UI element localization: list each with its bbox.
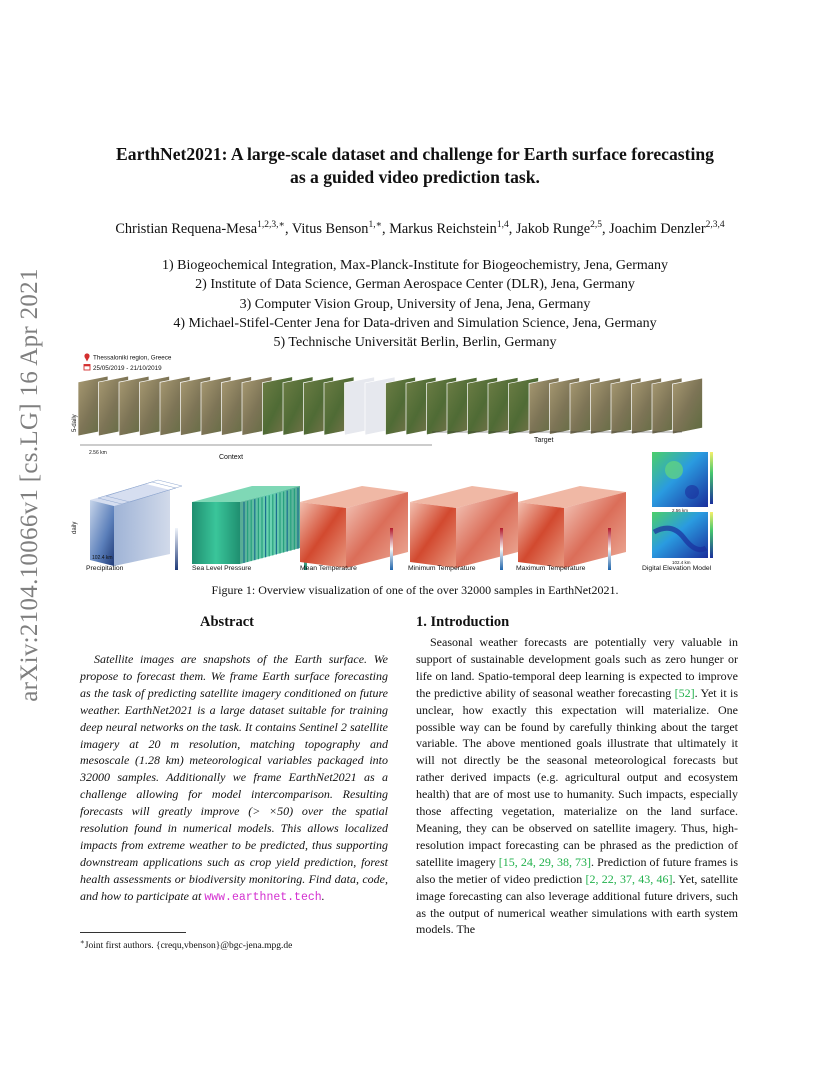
citation-group-2[interactable]: [2, 22, 37, 43, 46] bbox=[585, 871, 673, 886]
row-label-5daily: 5-daily bbox=[72, 414, 78, 432]
context-label: Context bbox=[219, 454, 244, 461]
figure-dates: 25/05/2019 - 21/10/2019 bbox=[93, 365, 162, 372]
author-name: Joachim Denzler bbox=[609, 220, 706, 237]
dem-panel bbox=[652, 452, 713, 558]
scale-bottom: 102.4 km bbox=[92, 555, 113, 561]
intro-text-1: Seasonal weather forecasts are potentially very valuable in support of sustainable development goals such as zero hunger or life on land. Spatio-temporal deep learning is expected to improve the predictive ability of seasonal weather forecasting bbox=[416, 635, 738, 700]
figure-1-graphic bbox=[62, 352, 762, 578]
affiliation-1: 1) Biogeochemical Integration, Max-Planck-Institute for Biogeochemistry, Jena, Germany bbox=[161, 258, 669, 273]
intro-text-2: . Yet it is unclear, how exactly this expectation will materialize. One possible way can be found by carefully thinking about the target variable. The above mentioned goals illustrate that ultimately it will not directly be the seasonal meteorological forecasts but rather derived impacts (e.g. agricultural output and ecosystem health) that are of most use to humanity. Such impacts, especially those affecting vegetation, materialize on the land surface. Meaning, they can be observed on satellite imagery. Thus, high-resolution impact forecasting can be phrased as the prediction of satellite imagery bbox=[416, 685, 738, 869]
scale-top: 2.56 km bbox=[89, 450, 107, 456]
panel-label-maximum-temperature: Maximum Temperature bbox=[516, 565, 586, 572]
affiliation-4: 4) Michael-Stifel-Center Jena for Data-driven and Simulation Science, Jena, Germany bbox=[173, 315, 657, 331]
title-line-2: as a guided video prediction task. bbox=[290, 167, 540, 187]
intro-section bbox=[416, 614, 738, 631]
arxiv-stamp: arXiv:2104.10066v1 [cs.LG] 16 Apr 2021 bbox=[16, 268, 44, 702]
satellite-frame bbox=[673, 378, 703, 434]
author-name: Jakob Runge bbox=[515, 220, 591, 237]
mean-temperature-cube bbox=[300, 486, 408, 570]
intro-heading: 1. Introduction bbox=[416, 614, 510, 630]
target-label: Target bbox=[534, 437, 554, 444]
panel-label-minimum-temperature: Minimum Temperature bbox=[408, 565, 476, 572]
location-pin-icon bbox=[84, 353, 89, 361]
author-affil: 1,2,3,∗ bbox=[257, 220, 285, 230]
author-name: Vitus Benson bbox=[291, 220, 369, 237]
row-label-daily: daily bbox=[72, 521, 78, 534]
figure-location: Thessaloniki region, Greece bbox=[93, 354, 172, 362]
abstract-section bbox=[80, 614, 388, 631]
affiliation-3: 3) Computer Vision Group, University of Jena, Jena, Germany bbox=[239, 296, 591, 312]
author-name: Christian Requena-Mesa bbox=[115, 220, 258, 237]
panel-label-sea-level-pressure: Sea Level Pressure bbox=[192, 565, 252, 572]
author-name: Markus Reichstein bbox=[389, 220, 497, 237]
satellite-frame-stack bbox=[78, 376, 703, 436]
intro-body bbox=[416, 634, 738, 938]
panel-label-precipitation: Precipitation bbox=[86, 565, 124, 572]
intro-text-4: . Yet, satellite image forecasting can also leverage additional future drivers, such as the output of numerical weather simulations with earth system models. The bbox=[416, 871, 739, 937]
title-line-1: EarthNet2021: A large-scale dataset and challenge for Earth surface forecasting bbox=[116, 144, 714, 164]
author-affil: 1,4 bbox=[496, 220, 509, 230]
intro-text-3: . Prediction of future frames is also the metier of video prediction bbox=[416, 854, 739, 886]
minimum-temperature-cube bbox=[410, 486, 518, 570]
affiliation-5: 5) Technische Universität Berlin, Berlin, Germany bbox=[273, 335, 557, 351]
citation-group-1[interactable]: [15, 24, 29, 38, 73] bbox=[498, 854, 592, 869]
author-affil: 1,∗ bbox=[368, 220, 383, 230]
footnote-rule bbox=[80, 932, 186, 933]
abstract-end: . bbox=[321, 888, 325, 903]
affiliations bbox=[60, 256, 770, 352]
dem-scale-bottom: 102.4 km bbox=[672, 560, 691, 565]
citation-52[interactable]: [52] bbox=[674, 685, 695, 700]
sea-level-pressure-cube bbox=[192, 486, 307, 570]
figure-caption: Figure 1: Overview visualization of one of the over 32000 samples in EarthNet2021. bbox=[211, 583, 619, 597]
author-affil: 2,3,4 bbox=[705, 220, 725, 230]
abstract-heading: Abstract bbox=[200, 614, 254, 630]
author-list: Christian Requena-Mesa$^{1,2,3,∗}$, Vitus Benson$^{1,∗}$, Markus Reichstein$^{1,4}$, Jakob Runge$^{2,5}$, Joachim Denzler$^{2,3,4}$ bbox=[115, 220, 725, 237]
affiliation-2: 2) Institute of Data Science, German Aerospace Center (DLR), Jena, Germany bbox=[195, 277, 635, 293]
panel-label-mean-temperature: Mean Temperature bbox=[300, 565, 357, 572]
footnote-mark: ∗ bbox=[80, 938, 85, 946]
paper-title bbox=[60, 143, 770, 189]
footnote bbox=[80, 938, 292, 951]
abstract-body bbox=[80, 651, 388, 907]
dem-scale-top: 2.56 km bbox=[672, 508, 689, 513]
author-affil: 2,5 bbox=[590, 220, 602, 230]
abstract-link[interactable]: www.earthnet.tech bbox=[204, 890, 322, 904]
calendar-icon bbox=[84, 365, 90, 371]
panel-label-dem: Digital Elevation Model bbox=[642, 565, 712, 572]
abstract-text: Satellite images are snapshots of the Earth surface. We propose to forecast them. We frame Earth surface forecasting as the task of predicting satellite imagery conditioned on future weather. EarthNet2021 is a large dataset suitable for training deep neural networks on the task. It contains Sentinel 2 satellite imagery at 20 m resolution, matching topography and mesoscale (1.28 km) meteorological variables packaged into 32000 samples. Additionally we frame EarthNet2021 as a challenge allowing for model intercomparison. Resulting forecasts will greatly improve (> ×50) over the spatial resolution found in numerical models. This allows localized impacts from extreme weather to be predicted, thus supporting downstream applications such as crop yield prediction, forest health assessments or biodiversity monitoring. Find data, code, and how to participate at bbox=[80, 652, 388, 903]
maximum-temperature-cube bbox=[518, 486, 626, 570]
footnote-text: Joint first authors. {crequ,vbenson}@bgc-jena.mpg.de bbox=[84, 941, 293, 952]
figure-1 bbox=[62, 352, 762, 578]
